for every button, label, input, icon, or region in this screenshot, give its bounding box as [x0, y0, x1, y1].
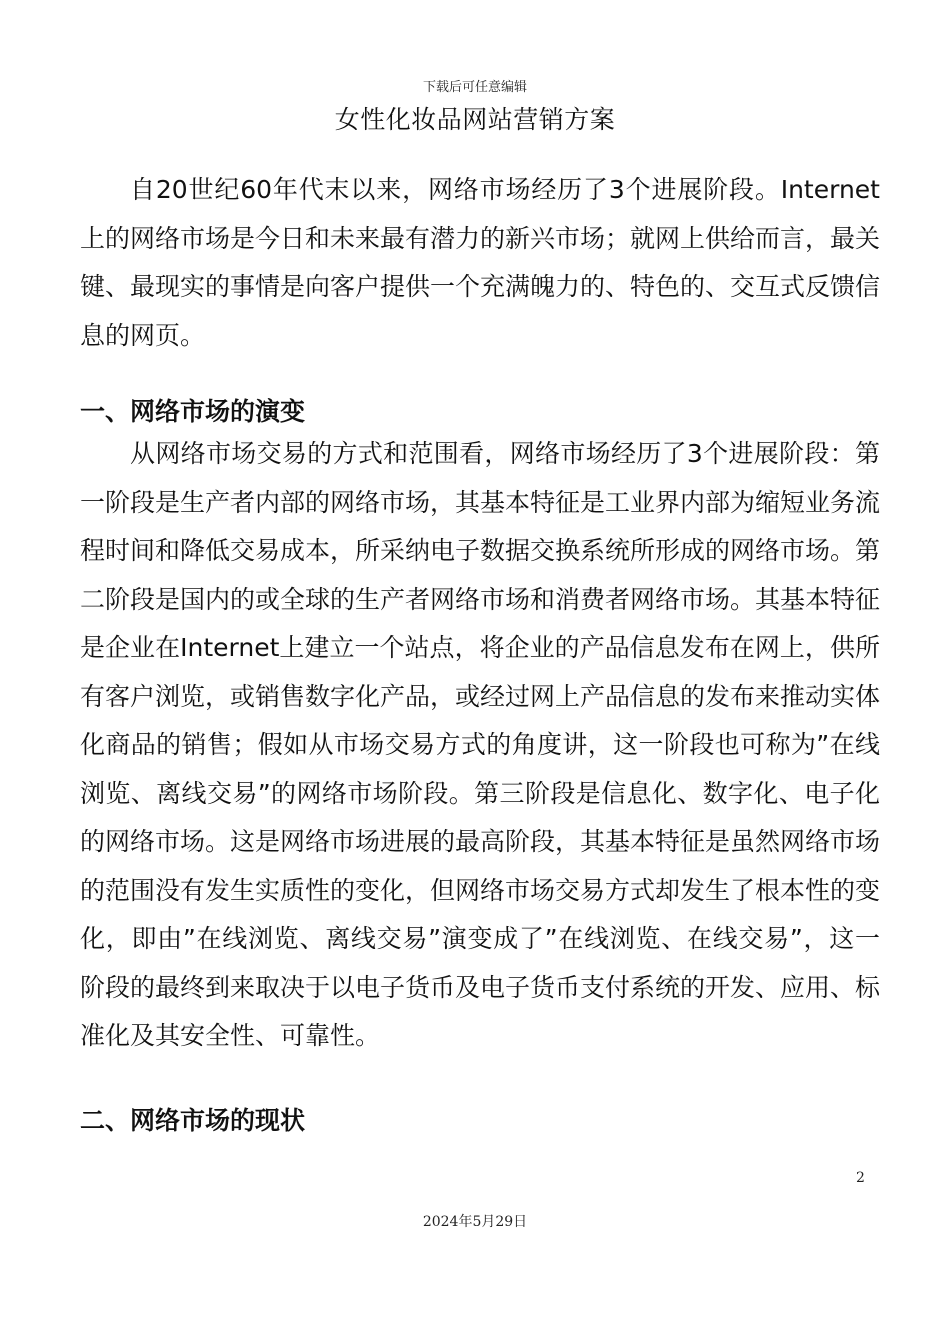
intro-paragraph: 自20世纪60年代末以来，网络市场经历了3个进展阶段。Internet上的网络市场是今日和未来最有潜力的新兴市场；就网上供给而言，最关键、最现实的事情是向客户提供一个充满魄力的、特色的、交互式反馈信息的网页。: [80, 175, 881, 350]
section-heading-2: 二、网络市场的现状: [80, 1106, 306, 1135]
section-heading-1: 一、网络市场的演变: [80, 397, 306, 426]
page-number: 2: [856, 1170, 865, 1186]
footer-date: 2024年5月29日: [422, 1214, 528, 1230]
intro-paragraph-block: [80, 166, 880, 360]
section1-paragraph-block: [80, 430, 880, 1061]
document-title: 女性化妆品网站营销方案: [334, 105, 616, 134]
section1-paragraph: 从网络市场交易的方式和范围看，网络市场经历了3个进展阶段：第一阶段是生产者内部的网络市场，其基本特征是工业界内部为缩短业务流程时间和降低交易成本，所采纳电子数据交换系统所形成的网络市场。第二阶段是国内的或全球的生产者网络市场和消费者网络市场。其基本特征是企业在Internet上建立一个站点，将企业的产品信息发布在网上，供所有客户浏览，或销售数字化产品，或经过网上产品信息的发布来推动实体化商品的销售；假如从市场交易方式的角度讲，这一阶段也可称为”在线浏览、离线交易”的网络市场阶段。第三阶段是信息化、数字化、电子化的网络市场。这是网络市场进展的最高阶段，其基本特征是虽然网络市场的范围没有发生实质性的变化，但网络市场交易方式却发生了根本性的变化，即由”在线浏览、离线交易”演变成了”在线浏览、在线交易”，这一阶段的最终到来取决于以电子货币及电子货币支付系统的开发、应用、标准化及其安全性、可靠性。: [80, 439, 881, 1050]
header-note: 下载后可任意编辑: [422, 80, 527, 95]
